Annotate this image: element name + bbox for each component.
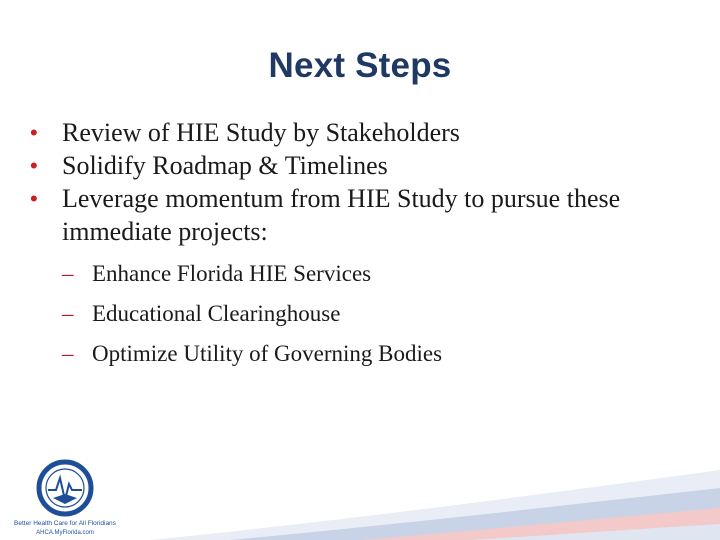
bullet-marker: • [30, 186, 38, 211]
ahca-seal-icon [10, 458, 120, 540]
sub-bullet-item [30, 254, 700, 294]
bullet-text: Review of HIE Study by Stakeholders [62, 118, 460, 147]
logo-org: AHCA.MyFlorida.com [36, 530, 94, 536]
bullet-item [30, 182, 700, 248]
bullet-text: Solidify Roadmap & Timelines [62, 151, 388, 180]
bullet-item [30, 149, 700, 182]
bullet-marker: • [30, 120, 38, 145]
bullet-item [30, 116, 700, 149]
bullet-list [30, 116, 700, 374]
sub-bullet-item [30, 334, 700, 374]
sub-bullet-text: Educational Clearinghouse [92, 301, 341, 326]
sub-bullet-text: Enhance Florida HIE Services [92, 261, 372, 286]
slide-title: Next Steps [268, 46, 452, 85]
sub-bullet-item [30, 294, 700, 334]
sub-bullet-list [30, 254, 700, 374]
logo-tagline: Better Health Care for All Floridians [14, 520, 116, 527]
bullet-text: Leverage momentum from HIE Study to pursue these immediate projects: [62, 184, 621, 246]
dash-marker: – [62, 341, 74, 366]
bullet-marker: • [30, 153, 38, 178]
sub-bullet-text: Optimize Utility of Governing Bodies [92, 341, 443, 366]
dash-marker: – [62, 301, 74, 326]
dash-marker: – [62, 261, 74, 286]
